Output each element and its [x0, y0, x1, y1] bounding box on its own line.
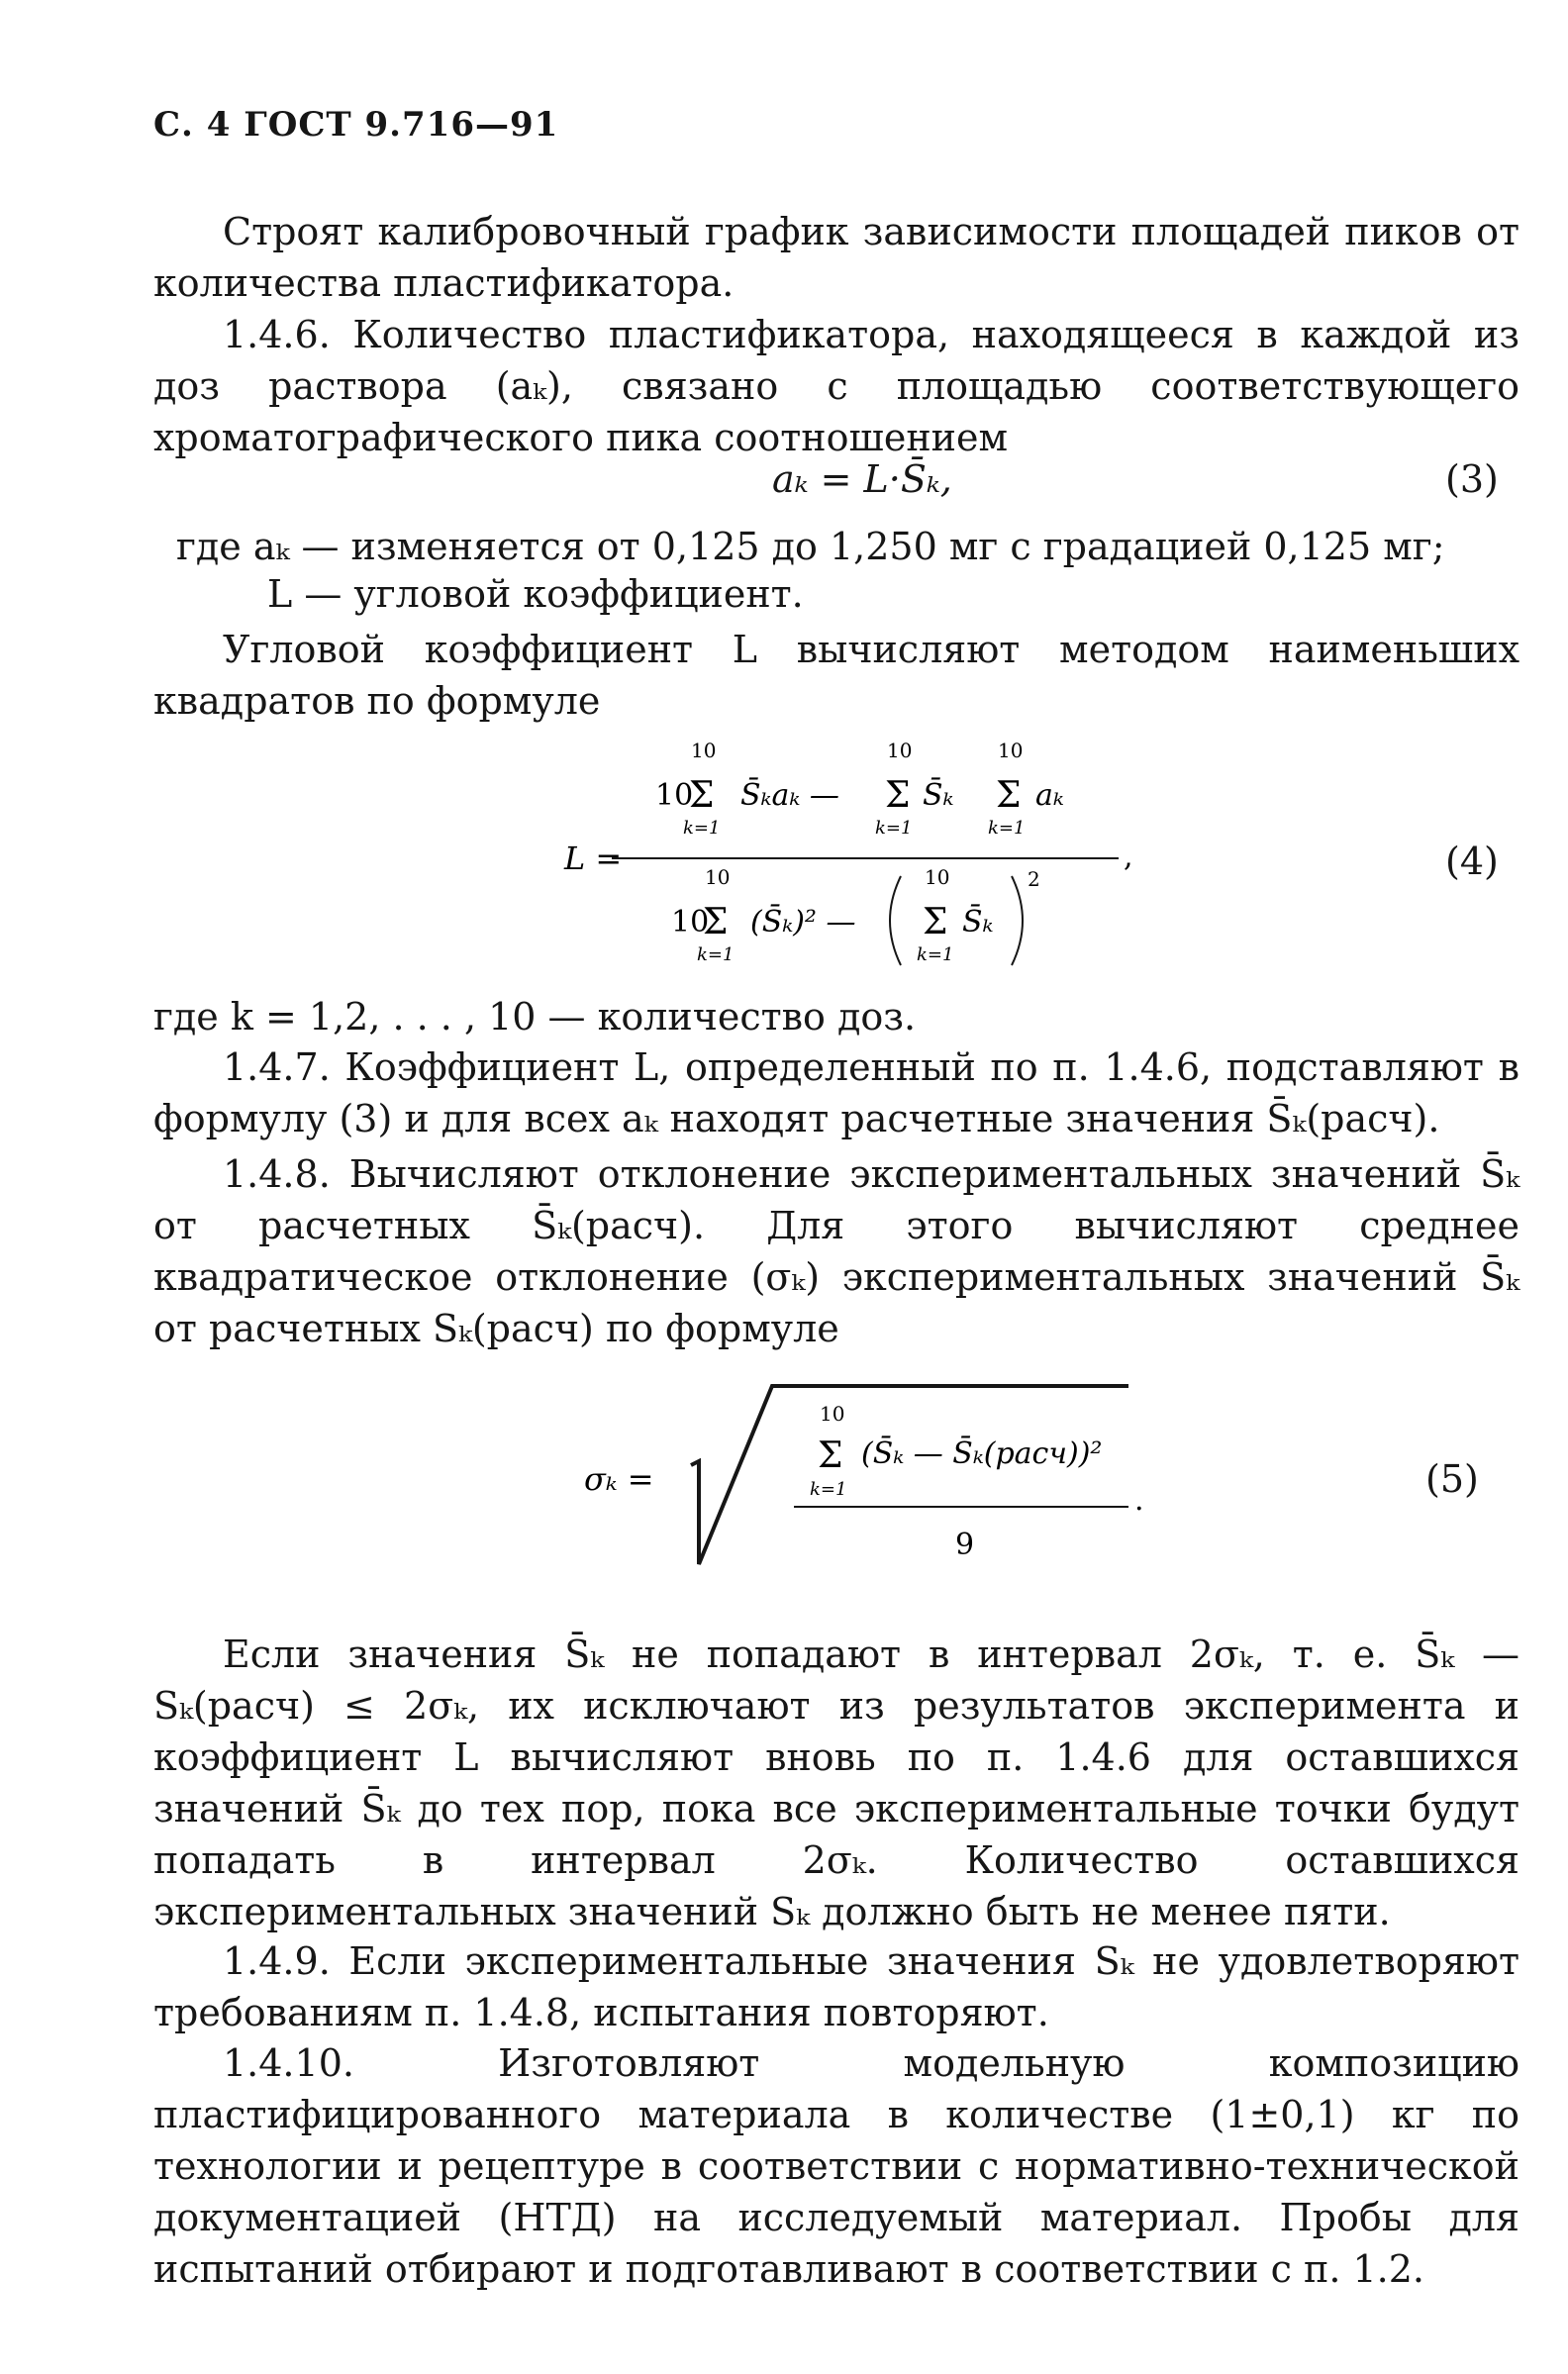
formula-4-den-sum1-top: 10 — [705, 865, 731, 889]
where-k: где k = 1,2, . . . , 10 — количество доз. — [153, 995, 917, 1039]
formula-4-den-sum1-sign: Σ — [703, 902, 729, 942]
formula-4-num-term3: aₖ — [1035, 778, 1064, 813]
formula-4-comma: , — [1124, 840, 1133, 874]
equation-4-number: (4) — [1445, 840, 1499, 883]
formula-4-num-coef: 10 — [655, 778, 694, 813]
formula-4-sum3-bottom: k=1 — [988, 818, 1026, 839]
formula-4-sum3-top: 10 — [998, 739, 1024, 762]
equation-5-number: (5) — [1425, 1457, 1479, 1501]
formula-4-den-sum2-bottom: k=1 — [917, 944, 954, 965]
paragraph-angular-coefficient: Угловой коэффициент L вычисляют методом наименьших квадратов по формуле — [153, 628, 1519, 723]
formula-4-lhs: L = — [564, 840, 623, 877]
formula-5-numerator: (S̄ₖ — S̄ₖ(расч))² — [861, 1436, 1103, 1471]
formula-4-den-power: 2 — [1028, 867, 1040, 891]
formula-4-num-term1: S̄ₖaₖ — — [740, 778, 839, 813]
paragraph-interval: Если значения S̄ₖ не попадают в интервал 2σₖ, т. е. S̄ₖ — Sₖ(расч) ≤ 2σₖ, их исключают из результатов эксперимента и коэффициент L вычисляют вновь по п. 1.4.6 для оставшихся значений S̄ₖ до тех пор, пока все экспериментальные точки будут попадать в интервал 2σₖ. Количество оставшихся экспериментальных значений Sₖ должно быть не менее пяти. — [153, 1632, 1519, 1933]
formula-4-sum1-top: 10 — [691, 739, 717, 762]
formula-5 — [574, 1376, 1208, 1584]
formula-5-period: . — [1134, 1483, 1144, 1518]
paragraph-1-4-8: 1.4.8. Вычисляют отклонение экспериментальных значений S̄ₖ от расчетных S̄ₖ(расч). Для этого вычисляют среднее квадратическое отклонение (σₖ) экспериментальных значений S̄ₖ от расчетных Sₖ(расч) по формуле — [153, 1152, 1519, 1350]
equation-3: aₖ = L·S̄ₖ, — [772, 457, 952, 501]
formula-4-den-coef: 10 — [671, 905, 710, 940]
formula-4-left-paren — [890, 876, 901, 965]
formula-5-sum-sign: Σ — [818, 1435, 843, 1476]
page-header: С. 4 ГОСТ 9.716—91 — [153, 105, 559, 145]
formula-5-lhs: σₖ = — [584, 1460, 654, 1498]
formula-4-num-term2: S̄ₖ — [923, 778, 954, 813]
paragraph-1-4-7: 1.4.7. Коэффициент L, определенный по п. 1.4.6, подставляют в формулу (3) и для всех aₖ находят расчетные значения S̄ₖ(расч). — [153, 1045, 1519, 1140]
paragraph-calibration: Строят калибровочный график зависимости площадей пиков от количества пластификатора. — [153, 210, 1519, 305]
formula-4-den-sum1-bottom: k=1 — [697, 944, 735, 965]
formula-4-sum1-bottom: k=1 — [683, 818, 721, 839]
formula-4-sum2-bottom: k=1 — [875, 818, 913, 839]
formula-4-sum2-sign: Σ — [885, 775, 911, 816]
where-L: L — угловой коэффициент. — [267, 572, 804, 616]
formula-4-den-term1: (S̄ₖ)² — — [750, 905, 856, 940]
paragraph-1-4-6: 1.4.6. Количество пластификатора, находящееся в каждой из доз раствора (aₖ), связано с площадью соответствующего хроматографического пика соотношением — [153, 313, 1519, 459]
formula-5-radical — [691, 1386, 1128, 1564]
formula-4-sum1-sign: Σ — [689, 775, 715, 816]
paragraph-1-4-9: 1.4.9. Если экспериментальные значения Sₖ не удовлетворяют требованиям п. 1.4.8, испытания повторяют. — [153, 1939, 1519, 2034]
paragraph-1-4-10: 1.4.10. Изготовляют модельную композицию пластифицированного материала в количестве (1±0,1) кг по технологии и рецептуре в соответствии с нормативно-технической документацией (НТД) на исследуемый материал. Пробы для испытаний отбирают и подготавливают в соответствии с п. 1.2. — [153, 2041, 1519, 2291]
formula-4-sum3-sign: Σ — [996, 775, 1022, 816]
formula-4-den-sum2-top: 10 — [925, 865, 950, 889]
formula-5-sum-bottom: k=1 — [810, 1479, 847, 1500]
formula-4-den-sum2-sign: Σ — [923, 902, 948, 942]
formula-4-sum2-top: 10 — [887, 739, 913, 762]
where-a-k: где aₖ — изменяется от 0,125 до 1,250 мг с градацией 0,125 мг; — [176, 525, 1445, 568]
formula-5-sum-top: 10 — [820, 1402, 845, 1426]
formula-5-denominator: 9 — [955, 1528, 975, 1562]
equation-3-number: (3) — [1445, 457, 1499, 501]
formula-4-den-term2: S̄ₖ — [962, 905, 994, 940]
formula-4-right-paren — [1012, 876, 1023, 965]
formula-4 — [554, 728, 1168, 985]
